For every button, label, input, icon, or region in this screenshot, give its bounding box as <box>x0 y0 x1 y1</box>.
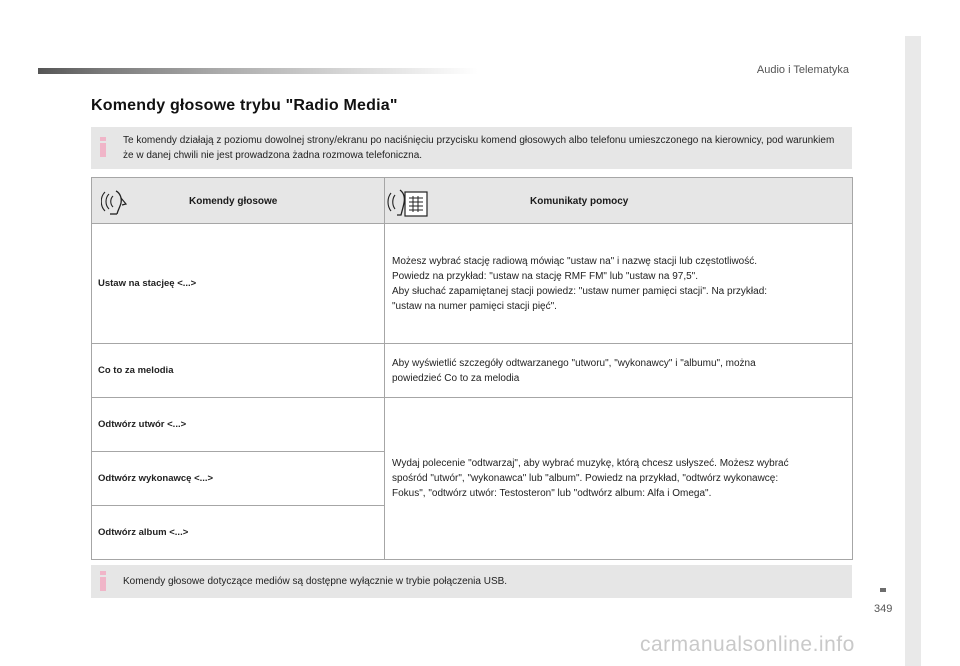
info-icon <box>99 571 107 593</box>
help-cell <box>385 344 853 398</box>
command-cell: Ustaw na stacjeę <...> <box>92 224 385 344</box>
command-cell: Co to za melodia <box>92 344 385 398</box>
command-cell: Odtwórz album <...> <box>92 506 385 560</box>
voice-commands-table <box>91 177 853 560</box>
info-note-top <box>91 127 852 169</box>
table-row <box>92 344 853 398</box>
page-marker <box>880 588 886 592</box>
info-icon <box>99 137 107 159</box>
header-help-messages-label: Komunikaty pomocy <box>530 196 629 207</box>
page-number: 349 <box>874 603 893 615</box>
command-cell: Odtwórz wykonawcę <...> <box>92 452 385 506</box>
info-note-bottom <box>91 565 852 598</box>
info-note-text: Komendy głosowe dotyczące mediów są dostępne wyłącznie w trybie połączenia USB. <box>123 576 508 587</box>
voice-command-icon <box>101 187 135 217</box>
help-line: Możesz wybrać stację radiową mówiąc "ustaw na" i nazwę stacji lub częstotliwość. <box>392 255 758 267</box>
page-title: Komendy głosowe trybu "Radio Media" <box>91 97 398 114</box>
header-voice-commands <box>92 178 385 224</box>
table-row <box>92 398 853 452</box>
help-line: Aby słuchać zapamiętanej stacji powiedz: "ustaw numer pamięci stacji". Na przykład: <box>392 285 768 297</box>
table-header-row <box>92 178 853 224</box>
info-note-text: Te komendy działają z poziomu dowolnej strony/ekranu po naciśnięciu przycisku komend głosowych albo telefonu umieszczonego na kierownicy, pod warunkiem że w danej chwili nie jest prowadzona żadna rozmowa telefoniczna. <box>123 135 835 161</box>
header-gradient-bar <box>38 68 478 74</box>
header-voice-commands-label: Komendy głosowe <box>189 196 278 207</box>
help-line: spośród "utwór", "wykonawca" lub "album". Powiedz na przykład, "odtwórz wykonawcę: <box>392 473 779 484</box>
help-line: Powiedz na przykład: "ustaw na stację RMF FM" lub "ustaw na 97,5". <box>392 270 698 282</box>
command-cell: Odtwórz utwór <...> <box>92 398 385 452</box>
header-help-messages <box>385 178 853 224</box>
help-line: Fokus", "odtwórz utwór: Testosteron" lub "odtwórz album: Alfa i Omega". <box>392 488 712 499</box>
help-message-icon <box>387 187 429 219</box>
help-line: "ustaw na numer pamięci stacji pięć". <box>392 300 557 312</box>
help-cell-shared <box>385 398 853 560</box>
page-edge-band <box>905 36 921 666</box>
help-cell <box>385 224 853 344</box>
help-line: powiedzieć Co to za melodia <box>392 372 520 384</box>
watermark: carmanualsonline.info <box>640 633 855 656</box>
help-line: Wydaj polecenie "odtwarzaj", aby wybrać muzykę, którą chcesz usłyszeć. Możesz wybrać <box>392 458 789 469</box>
table-row <box>92 224 853 344</box>
section-title: Audio i Telematyka <box>756 64 849 76</box>
help-line: Aby wyświetlić szczegóły odtwarzanego "utworu", "wykonawcy" i "albumu", można <box>392 357 756 369</box>
